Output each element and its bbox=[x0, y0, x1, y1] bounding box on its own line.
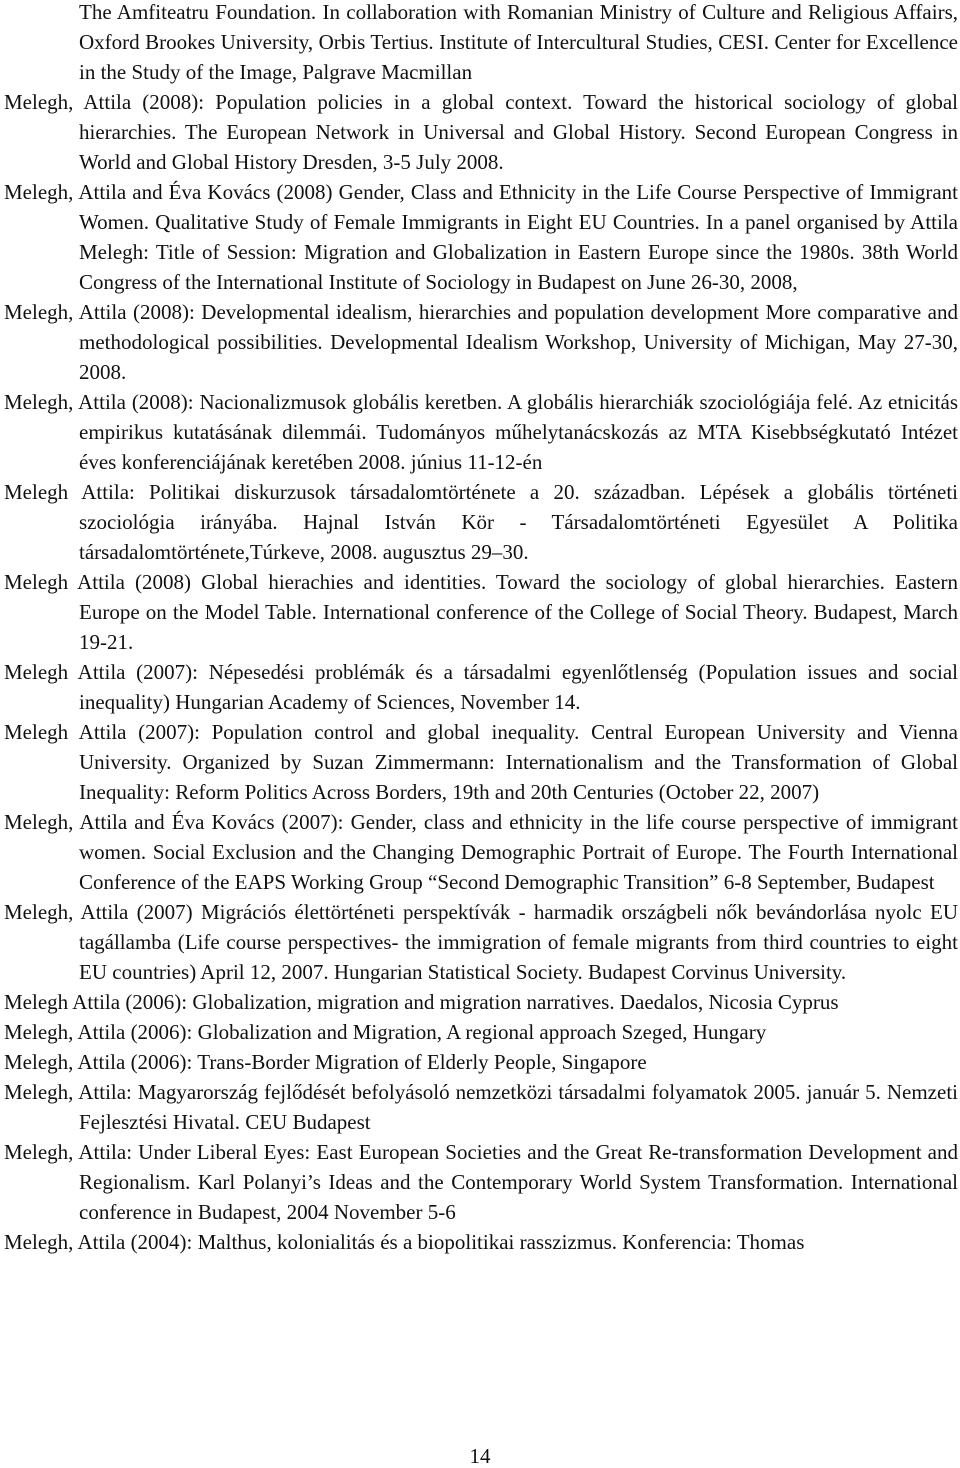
reference-entry: Melegh, Attila: Magyarország fejlődését befolyásoló nemzetközi társadalmi folyamatok 2005. január 5. Nemzeti Fejlesztési Hivatal. CEU Budapest bbox=[4, 1080, 958, 1134]
reference-entry: The Amfiteatru Foundation. In collaboration with Romanian Ministry of Culture and Religious Affairs, Oxford Brookes University, Orbis Tertius. Institute of Intercultural Studies, CESI. Center for Excellence in the Study of the Image, Palgrave Macmillan bbox=[79, 0, 958, 84]
reference-entry: Melegh, Attila (2006): Trans-Border Migration of Elderly People, Singapore bbox=[4, 1050, 647, 1074]
reference-entry: Melegh, Attila (2008): Developmental idealism, hierarchies and population development More comparative and methodological possibilities. Developmental Idealism Workshop, University of Michigan, May 27-30, 2008. bbox=[4, 300, 958, 384]
reference-entry: Melegh, Attila (2006): Globalization and Migration, A regional approach Szeged, Hungary bbox=[4, 1020, 767, 1044]
reference-entry: Melegh Attila: Politikai diskurzusok társadalomtörténete a 20. században. Lépések a globális történeti szociológia irányába. Hajnal István Kör - Társadalomtörténeti Egyesület A Politika társadalomtörténete,Túrkeve, 2008. augusztus 29–30. bbox=[4, 480, 958, 564]
reference-entry: Melegh, Attila (2008): Nacionalizmusok globális keretben. A globális hierarchiák szociológiája felé. Az etnicitás empirikus kutatásának dilemmái. Tudományos műhelytanácskozás az MTA Kisebbségkutató Intézet éves konferenciájának keretében 2008. június 11-12-én bbox=[4, 390, 958, 474]
reference-entry: Melegh Attila (2007): Népesedési problémák és a társadalmi egyenlőtlenség (Population issues and social inequality) Hungarian Academy of Sciences, November 14. bbox=[4, 660, 958, 714]
reference-entry: Melegh, Attila: Under Liberal Eyes: East European Societies and the Great Re-transformation Development and Regionalism. Karl Polanyi’s Ideas and the Contemporary World System Transformation. International conference in Budapest, 2004 November 5-6 bbox=[4, 1140, 958, 1224]
reference-entry: Melegh, Attila and Éva Kovács (2008) Gender, Class and Ethnicity in the Life Course Perspective of Immigrant Women. Qualitative Study of Female Immigrants in Eight EU Countries. In a panel organised by Attila Melegh: Title of Session: Migration and Globalization in Eastern Europe since the 1980s. 38th World Congress of the International Institute of Sociology in Budapest on June 26-30, 2008, bbox=[4, 180, 958, 294]
page-number: 14 bbox=[469, 1444, 491, 1468]
reference-entry: Melegh, Attila (2004): Malthus, kolonialitás és a biopolitikai rasszizmus. Konferencia: Thomas bbox=[4, 1230, 805, 1254]
reference-entry: Melegh, Attila and Éva Kovács (2007): Gender, class and ethnicity in the life course perspective of immigrant women. Social Exclusion and the Changing Demographic Portrait of Europe. The Fourth International Conference of the EAPS Working Group “Second Demographic Transition” 6-8 September, Budapest bbox=[4, 810, 958, 894]
reference-entry: Melegh, Attila (2007) Migrációs élettörténeti perspektívák - harmadik országbeli nők bevándorlása nyolc EU tagállamba (Life course perspectives- the immigration of female migrants from third countries to eight EU countries) April 12, 2007. Hungarian Statistical Society. Budapest Corvinus University. bbox=[4, 900, 958, 984]
reference-entry: Melegh, Attila (2008): Population policies in a global context. Toward the historical sociology of global hierarchies. The European Network in Universal and Global History. Second European Congress in World and Global History Dresden, 3-5 July 2008. bbox=[4, 90, 958, 174]
reference-entry: Melegh Attila (2006): Globalization, migration and migration narratives. Daedalos, Nicosia Cyprus bbox=[4, 990, 839, 1014]
reference-entry: Melegh Attila (2008) Global hierachies and identities. Toward the sociology of global hierarchies. Eastern Europe on the Model Table. International conference of the College of Social Theory. Budapest, March 19-21. bbox=[4, 570, 958, 654]
reference-entry: Melegh Attila (2007): Population control and global inequality. Central European University and Vienna University. Organized by Suzan Zimmermann: Internationalism and the Transformation of Global Inequality: Reform Politics Across Borders, 19th and 20th Centuries (October 22, 2007) bbox=[4, 720, 958, 804]
reference-list bbox=[4, 0, 958, 1257]
